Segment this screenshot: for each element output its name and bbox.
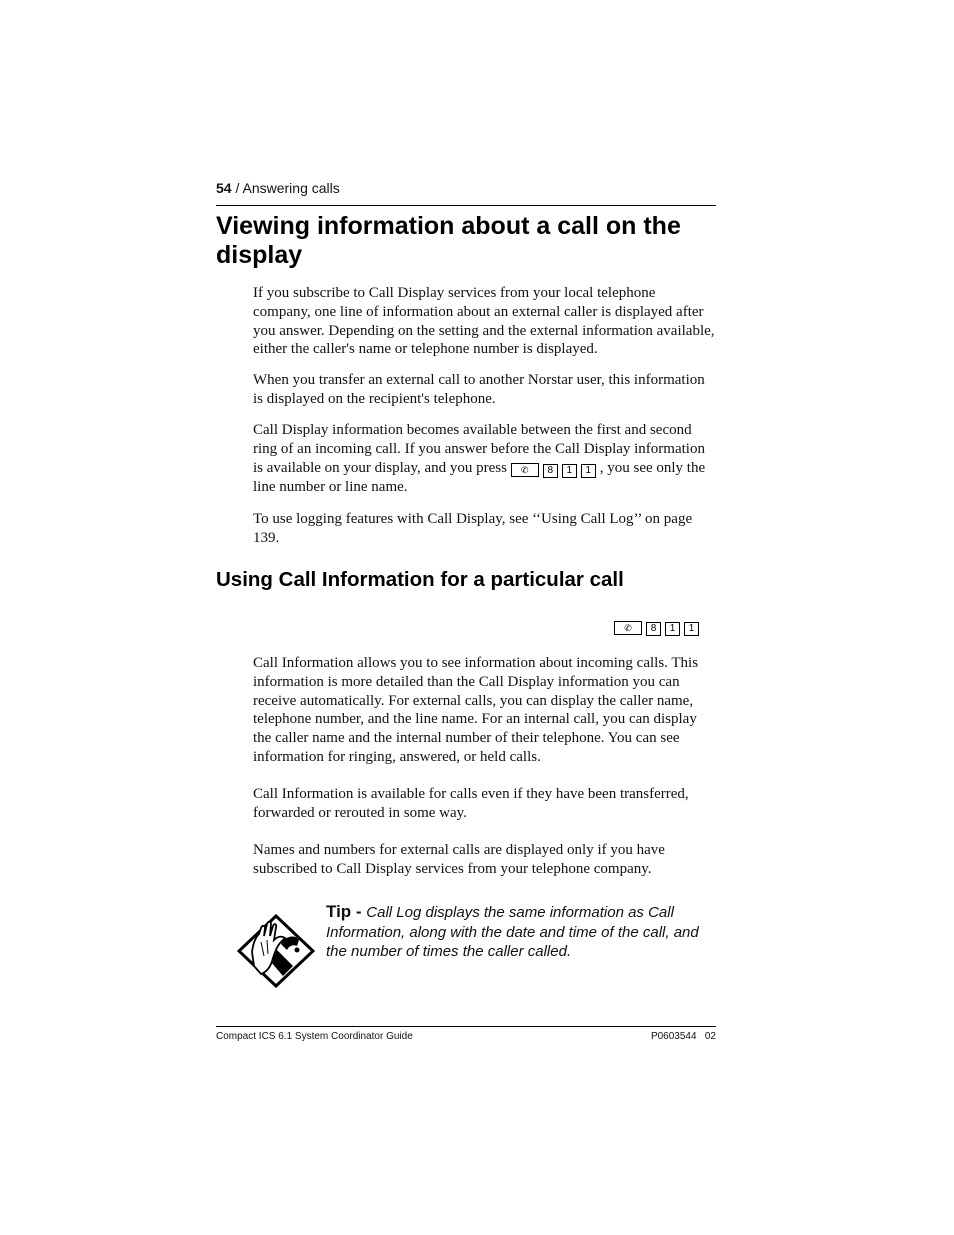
header-rule [216, 205, 716, 206]
footer-document-title: Compact ICS 6.1 System Coordinator Guide [216, 1031, 413, 1042]
digit-key: 1 [581, 464, 596, 478]
digit-key: 8 [646, 622, 661, 636]
digit-key: 1 [562, 464, 577, 478]
page-number: 54 [216, 180, 232, 196]
tip-label: Tip - [326, 902, 367, 921]
paragraph-transfer: When you transfer an external call to another Norstar user, this information is displayed on the recipient's telephone. [253, 372, 705, 407]
page-title: Viewing information about a call on the display [216, 212, 681, 269]
paragraph-availability-start: Call Display information becomes available between the first and second ring of an incoming call. If you answer before the Call Display information is available on your display, and you press [253, 422, 705, 476]
digit-key: 1 [665, 622, 680, 636]
feature-key-icon: ✆ [614, 621, 642, 635]
paragraph-call-information: Call Information allows you to see information about incoming calls. This information is more detailed than the Call Display information you can receive automatically. For external calls, you can display the caller name, telephone number, and the line name. For an internal call, you can display the caller name and the internal number of their telephone. You can see information for ringing, answered, or held calls. [253, 655, 699, 765]
paragraph-transferred-calls: Call Information is available for calls even if they have been transferred, forwarded or rerouted in some way. [253, 786, 689, 821]
section-title: Answering calls [242, 180, 340, 196]
tip-text: Call Log displays the same information as Call Information, along with the date and time of the call, and the number of times the caller called. [326, 904, 699, 960]
footer-rule [216, 1026, 716, 1027]
section-heading: Using Call Information for a particular call [216, 568, 624, 591]
feature-key-icon: ✆ [511, 463, 539, 477]
running-header [216, 180, 716, 196]
feature-code-keys [614, 617, 703, 636]
pointing-hand-tip-icon [237, 914, 315, 988]
paragraph-call-display-intro: If you subscribe to Call Display services from your local telephone company, one line of information about an external caller is displayed after you answer. Depending on the setting and the external information available, either the caller's name or telephone number is displayed. [253, 285, 715, 358]
paragraph-availability-end: , you see only the line number or line name. [253, 459, 706, 495]
digit-key: 8 [543, 464, 558, 478]
paragraph-call-log-reference: To use logging features with Call Display, see ‘‘Using Call Log’’ on page 139. [253, 511, 693, 546]
digit-key: 1 [684, 622, 699, 636]
header-separator: / [231, 180, 243, 196]
paragraph-names-numbers: Names and numbers for external calls are displayed only if you have subscribed to Call Display services from your telephone company. [253, 842, 665, 877]
footer-document-number: P0603544 02 [650, 1031, 716, 1042]
tip-note [326, 902, 718, 962]
paragraph-availability [253, 421, 716, 496]
